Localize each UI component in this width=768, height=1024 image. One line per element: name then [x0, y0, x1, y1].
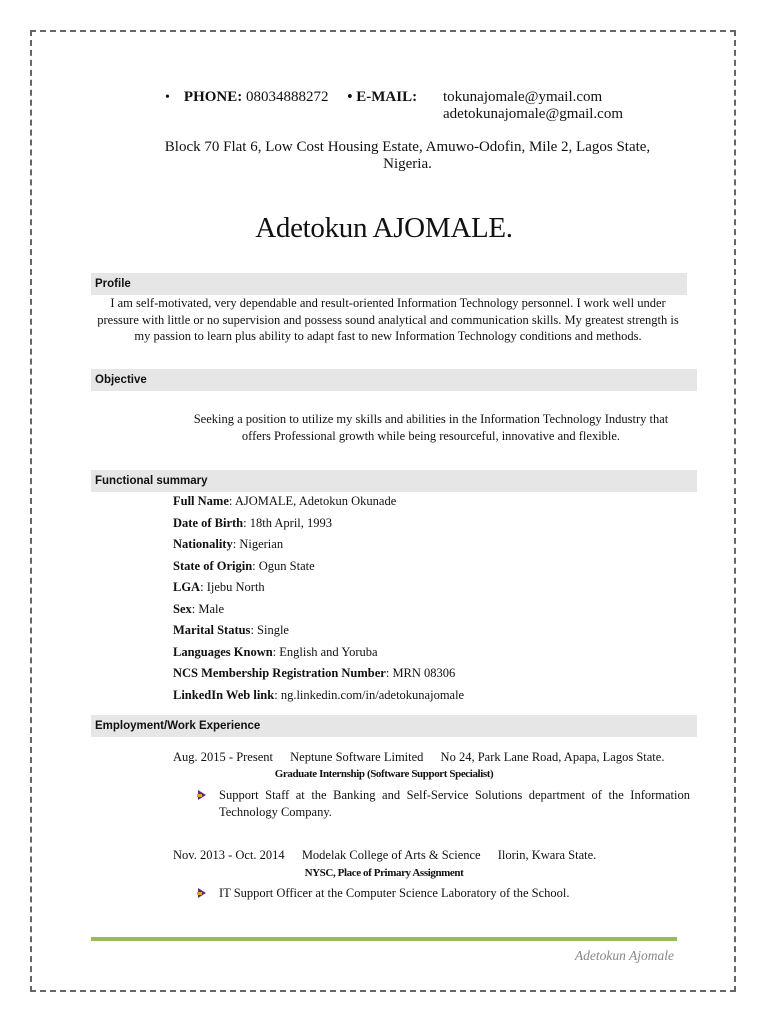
job-2-duty — [196, 885, 690, 902]
functional-summary-list — [173, 491, 464, 706]
info-state-of-origin — [173, 556, 464, 578]
info-label: LinkedIn Web link — [173, 687, 275, 702]
info-value: : Male — [191, 601, 225, 616]
footer-rule — [91, 937, 677, 941]
info-sex — [173, 599, 464, 621]
info-label: Sex — [173, 601, 192, 616]
email-2: adetokunajomale@gmail.com — [443, 106, 624, 122]
email-list — [443, 89, 623, 123]
info-value: : MRN 08306 — [385, 666, 456, 680]
info-label: Marital Status — [173, 623, 251, 637]
arrow-bullet-icon — [196, 789, 208, 801]
job-location: No 24, Park Lane Road, Apapa, Lagos State. — [440, 750, 665, 764]
objective-text: Seeking a position to utilize my skills and abilities in the Information Technology Industry that offers Professional growth while being resourceful, innovative and flexible. — [193, 412, 669, 443]
job-2-header — [173, 848, 610, 863]
profile-text: I am self-motivated, very dependable and result-oriented Information Technology personnel. I work well under pressure with little or no supervision and possess sound analytical and communication skills. My greatest strength is my passion to learn plus ability to adapt fast to new Information Technology conditions and methods. — [97, 296, 679, 343]
job-1-duty — [196, 787, 690, 821]
footer-name: Adetokun Ajomale — [574, 948, 674, 963]
job-period: Aug. 2015 - Present — [173, 750, 273, 764]
job-employer: Modelak College of Arts & Science — [301, 848, 481, 862]
bullet-icon: • — [165, 90, 170, 105]
info-label: Languages Known — [173, 644, 273, 659]
info-label: Full Name — [173, 494, 229, 508]
job-period: Nov. 2013 - Oct. 2014 — [173, 848, 285, 862]
duty-text: Support Staff at the Banking and Self-Service Solutions department of the Information Technology Company. — [219, 788, 690, 819]
info-value: : English and Yoruba — [272, 644, 378, 659]
phone-label: PHONE: — [183, 89, 243, 105]
job-2-title: NYSC, Place of Primary Assignment — [304, 867, 464, 879]
info-nationality — [173, 534, 464, 556]
address: Block 70 Flat 6, Low Cost Housing Estate, Amuwo-Odofin, Mile 2, Lagos State, Nigeria. — [164, 139, 651, 172]
job-1-title: Graduate Internship (Software Support Specialist) — [274, 768, 494, 780]
info-date-of-birth — [173, 513, 464, 535]
info-label: NCS Membership Registration Number — [173, 666, 386, 680]
job-1-header — [173, 750, 678, 765]
info-value: : 18th April, 1993 — [243, 515, 333, 530]
info-full-name — [173, 491, 464, 513]
info-languages — [173, 642, 464, 664]
info-label: State of Origin — [173, 558, 253, 573]
info-marital-status — [173, 620, 464, 642]
resume-name: Adetokun AJOMALE. — [255, 212, 513, 244]
job-location: Ilorin, Kwara State. — [497, 848, 597, 862]
info-value: : Single — [250, 623, 289, 637]
objective-heading: Objective — [91, 369, 697, 391]
info-label: Nationality — [173, 537, 233, 551]
arrow-bullet-icon — [196, 887, 208, 899]
job-employer: Neptune Software Limited — [290, 750, 424, 764]
info-label: Date of Birth — [173, 515, 244, 530]
info-value: : Ogun State — [252, 558, 315, 573]
info-ncs-membership — [173, 663, 464, 685]
email-label: • E-MAIL: — [347, 89, 418, 105]
info-label: LGA — [173, 580, 201, 594]
info-value: : AJOMALE, Adetokun Okunade — [228, 494, 397, 508]
phone-line — [165, 89, 417, 106]
email-1: tokunajomale@ymail.com — [443, 89, 603, 105]
info-value: : Ijebu North — [200, 580, 265, 594]
functional-summary-heading: Functional summary — [91, 470, 697, 492]
info-value: : Nigerian — [232, 537, 284, 551]
profile-heading: Profile — [91, 273, 687, 295]
duty-text: IT Support Officer at the Computer Science Laboratory of the School. — [219, 886, 570, 900]
info-lga — [173, 577, 464, 599]
phone-number: 08034888272 — [246, 89, 329, 105]
info-linkedin — [173, 685, 464, 707]
info-value: : ng.linkedin.com/in/adetokunajomale — [274, 687, 465, 702]
employment-heading: Employment/Work Experience — [91, 715, 697, 737]
